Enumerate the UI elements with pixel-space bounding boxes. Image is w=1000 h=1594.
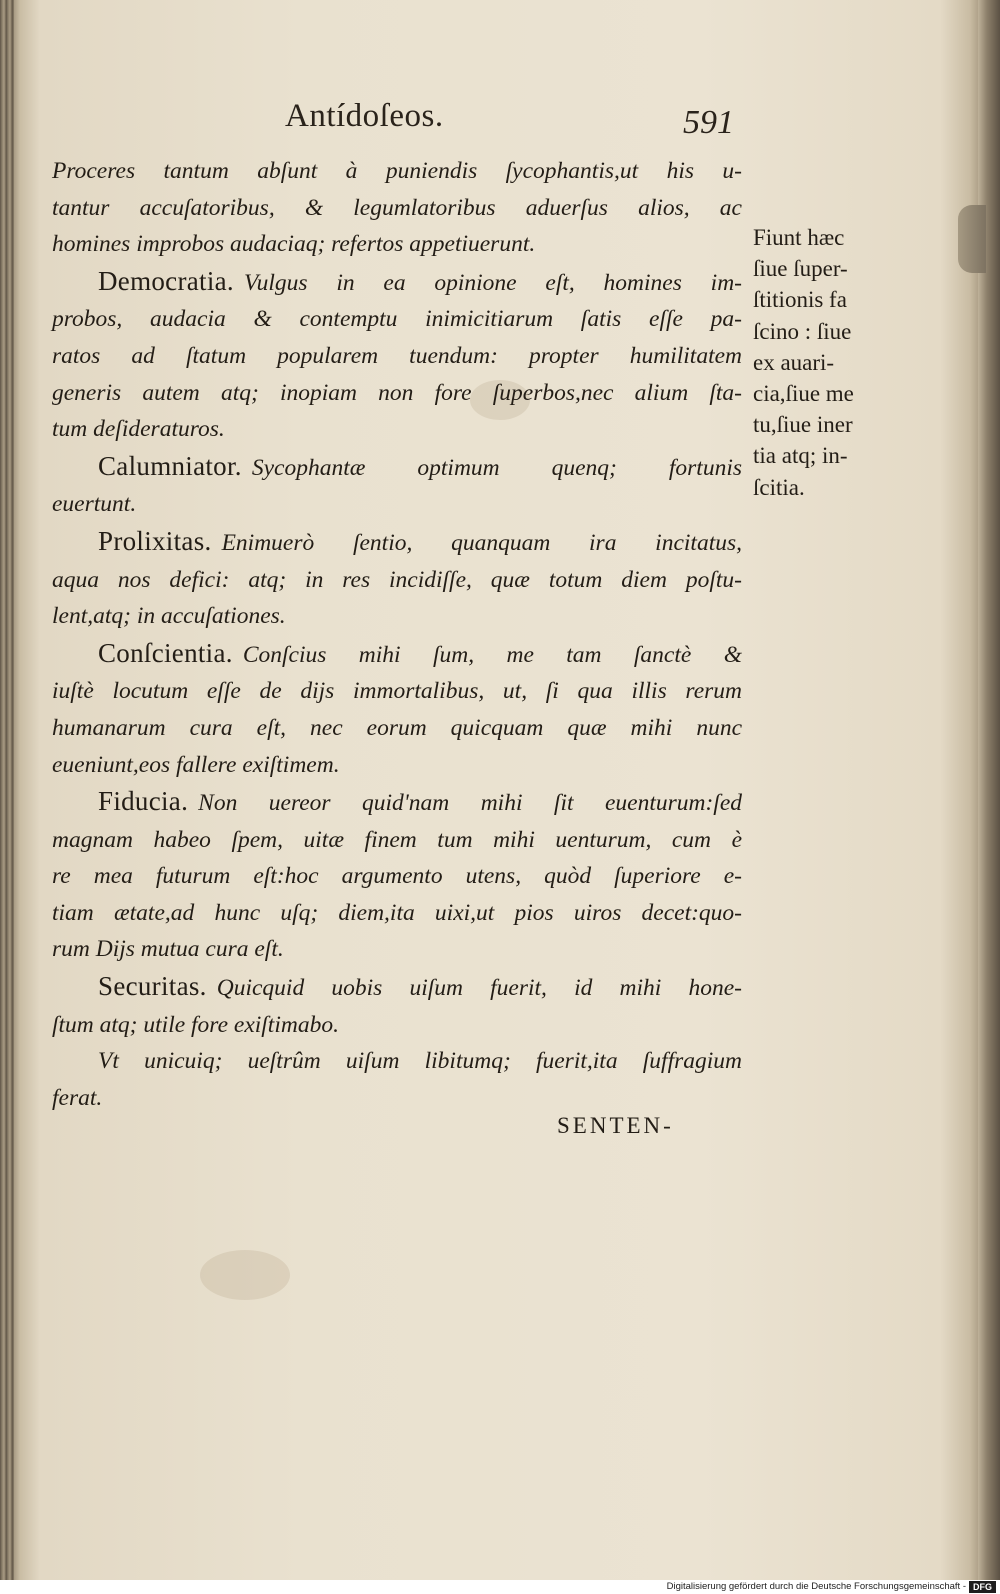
body-line	[52, 226, 742, 263]
body-line	[52, 301, 742, 338]
footer-credit: Digitalisierung gefördert durch die Deutsche Forschungsgemeinschaft -	[666, 1581, 966, 1592]
body-line	[52, 411, 742, 448]
body-line	[52, 486, 742, 523]
body-line	[52, 895, 742, 932]
body-line	[52, 448, 742, 487]
section-heading: Prolixitas.	[98, 525, 212, 556]
body-line	[52, 710, 742, 747]
line-text: Vt unicuiq; ueſtrûm uiſum libitumq; fuerit,ita ſuffragium	[98, 1048, 742, 1075]
running-head: Antídoſeos.	[285, 98, 444, 134]
marginal-note-line: ſcino : ſiue	[753, 318, 852, 344]
page-tab-shadow	[958, 205, 986, 273]
marginal-note-line: ſiue ſuper-	[753, 256, 848, 282]
section-heading: Conſcientia.	[98, 637, 233, 668]
marginal-note-line: tia atq; in-	[753, 443, 848, 469]
line-text: Non uereor quid'nam mihi ſit euenturum:ſed	[198, 790, 742, 817]
paper-stain	[200, 1250, 290, 1300]
body-line	[52, 375, 742, 412]
section-heading: Democratia.	[98, 265, 234, 296]
body-line	[52, 562, 742, 599]
line-text: generis autem atq; inopiam non fore ſuperbos,nec alium ſta-	[52, 379, 742, 406]
marginal-note-line: ſtitionis fa	[753, 287, 847, 313]
line-text: humanarum cura eſt, nec eorum quicquam quæ mihi nunc	[52, 714, 742, 741]
line-text: homines improbos audaciaq; refertos appetiuerunt.	[52, 231, 536, 258]
body-line	[52, 190, 742, 227]
marginal-note-line: tu,ſiue iner	[753, 412, 853, 438]
body-line	[52, 858, 742, 895]
marginal-note-line: Fiunt hæc	[753, 225, 845, 250]
body-line	[52, 523, 742, 562]
body-line	[52, 153, 742, 190]
body-line	[52, 338, 742, 375]
line-text: tantur accuſatoribus, & legumlatoribus aduerſus alios, ac	[52, 194, 742, 221]
line-text: probos, audacia & contemptu inimicitiarum ſatis eſſe pa-	[52, 306, 742, 333]
body-text	[52, 153, 742, 1116]
line-text: magnam habeo ſpem, uitæ finem tum mihi uenturum, cum è	[52, 826, 742, 853]
line-text: ſtum atq; utile fore exiſtimabo.	[52, 1011, 339, 1038]
line-text: Sycophantæ optimum quenq; fortunis	[251, 454, 742, 481]
line-text: Vulgus in ea opinione eſt, homines im-	[243, 269, 742, 296]
line-text: Enimuerò ſentio, quanquam ira incitatus,	[221, 529, 742, 556]
body-line	[52, 931, 742, 968]
body-line	[52, 783, 742, 822]
body-line	[52, 263, 742, 302]
body-line	[52, 673, 742, 710]
body-line	[52, 968, 742, 1007]
section-heading: Fiducia.	[98, 786, 189, 817]
line-text: tum deſideraturos.	[52, 416, 225, 443]
line-text: re mea futurum eſt:hoc argumento utens, quòd ſuperiore e-	[52, 863, 742, 890]
marginal-note	[753, 222, 893, 503]
line-text: lent,atq; in accuſationes.	[52, 603, 286, 630]
line-text: Conſcius mihi ſum, me tam ſanctè &	[242, 641, 742, 668]
page-number: 591	[683, 104, 734, 141]
line-text: aqua nos defici: atq; in res incidiſſe, quæ totum diem poſtu-	[52, 566, 742, 593]
line-text: Quicquid uobis uiſum fuerit, id mihi hone-	[216, 975, 742, 1002]
marginal-note-line: ex auari-	[753, 349, 835, 375]
catchword: SENTEN-	[557, 1113, 674, 1138]
line-text: ferat.	[52, 1084, 103, 1111]
body-line	[52, 598, 742, 635]
line-text: ratos ad ſtatum popularem tuendum: propter humilitatem	[52, 342, 742, 369]
section-heading: Calumniator.	[98, 450, 242, 481]
body-line	[52, 822, 742, 859]
line-text: Proceres tantum abſunt à puniendis ſycophantis,ut his u-	[52, 158, 742, 184]
line-text: euertunt.	[52, 491, 137, 518]
book-gutter-edge	[0, 0, 14, 1580]
marginal-note-line: cia,ſiue me	[753, 381, 854, 407]
body-line	[52, 747, 742, 784]
body-line	[52, 1043, 742, 1080]
line-text: iuſtè locutum eſſe de dijs immortalibus, ut, ſi qua illis rerum	[52, 678, 742, 705]
body-line	[52, 1007, 742, 1044]
dfg-logo: DFG	[969, 1581, 996, 1593]
body-line	[52, 635, 742, 674]
section-heading: Securitas.	[98, 971, 207, 1002]
marginal-note-line: ſcitia.	[753, 474, 805, 500]
line-text: rum Dijs mutua cura eſt.	[52, 936, 284, 963]
line-text: tiam ætate,ad hunc uſq; diem,ita uixi,ut pios uiros decet:quo-	[52, 899, 742, 926]
line-text: eueniunt,eos fallere exiſtimem.	[52, 751, 340, 778]
body-line	[52, 1080, 742, 1117]
